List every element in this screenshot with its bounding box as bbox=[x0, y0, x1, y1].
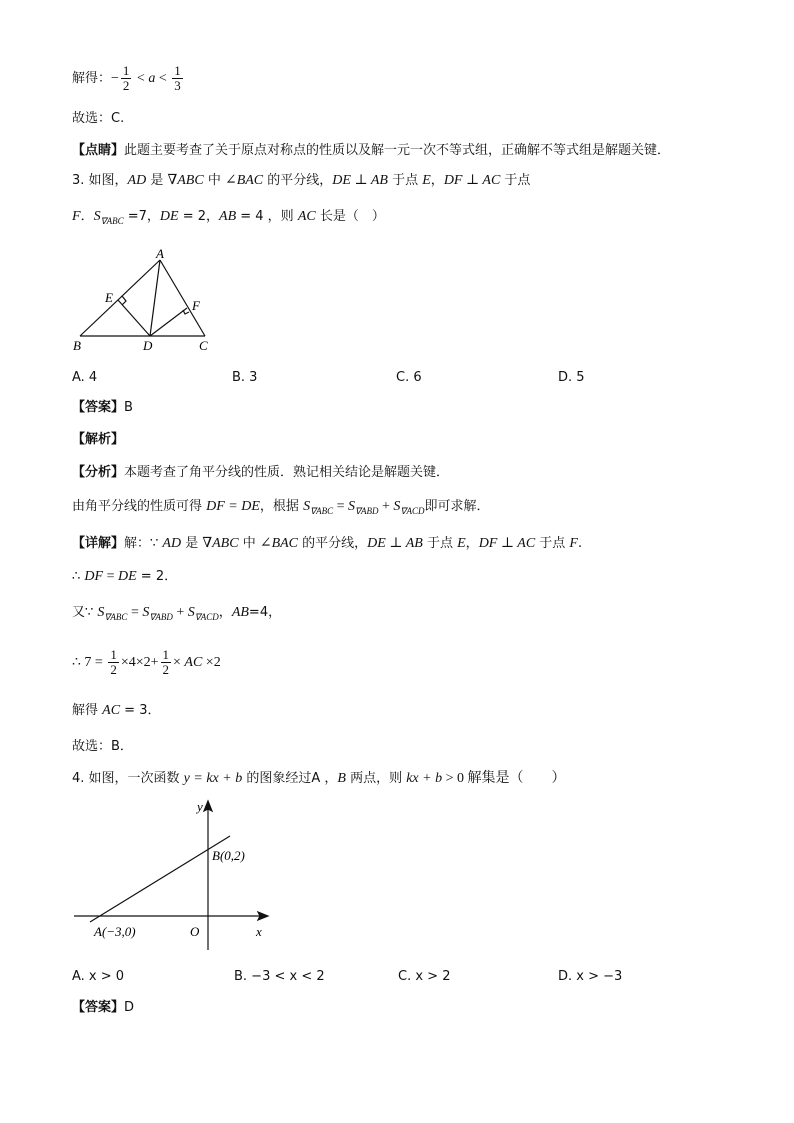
q4-option-a: A. x > 0 bbox=[72, 969, 125, 984]
equals: = bbox=[103, 569, 118, 584]
subscript: ∇ABC bbox=[104, 612, 128, 622]
denominator: 2 bbox=[110, 662, 117, 677]
label-d: D bbox=[143, 338, 153, 353]
q3-analysis-tag: 【解析】 bbox=[72, 432, 125, 447]
text: ×2 bbox=[202, 655, 221, 670]
subscript: ∇ACD bbox=[194, 612, 219, 622]
label-c: C bbox=[199, 338, 208, 353]
subscript: ∇ACD bbox=[400, 506, 425, 516]
q4-option-d: D. x > −3 bbox=[558, 969, 623, 984]
q3-detail-line-3 bbox=[72, 604, 281, 626]
right-angle-mark-e bbox=[122, 296, 126, 305]
math: DF ⊥ AC bbox=[478, 536, 536, 551]
text: =4， bbox=[248, 605, 282, 620]
numerator: 1 bbox=[162, 647, 169, 662]
text: ，根据 bbox=[259, 499, 304, 514]
variable-a: a bbox=[148, 71, 156, 86]
q3-method-line bbox=[72, 498, 489, 520]
label-point-a: A(−3,0) bbox=[94, 924, 136, 939]
less-than: < bbox=[133, 71, 149, 86]
text: 中 bbox=[203, 173, 225, 188]
fenxi-tag: 【分析】 bbox=[72, 465, 125, 480]
choose-c-line: 故选：C. bbox=[72, 111, 125, 126]
q3-detail-line-5 bbox=[72, 702, 160, 720]
fraction-one-third bbox=[172, 64, 183, 93]
solve-prefix: 解得： bbox=[72, 71, 112, 86]
text: ， bbox=[465, 536, 479, 551]
q4-option-b: B. −3 < x < 2 bbox=[234, 969, 325, 984]
text: 于点 bbox=[387, 173, 423, 188]
text: 于点 bbox=[422, 536, 458, 551]
text: 即可求解． bbox=[424, 499, 490, 514]
label-e: E bbox=[105, 290, 113, 305]
y-axis-arrow-icon bbox=[204, 801, 212, 811]
label-b: B bbox=[73, 338, 81, 353]
q3-option-a: A. 4 bbox=[72, 370, 98, 385]
label-point-b: B(0,2) bbox=[212, 848, 245, 863]
text: 长是（ ） bbox=[315, 209, 385, 224]
text: 又∵ bbox=[72, 605, 98, 620]
numerator: 1 bbox=[174, 63, 181, 78]
side-ab bbox=[80, 260, 160, 336]
math: AC bbox=[184, 655, 203, 670]
area-symbol: S bbox=[93, 209, 101, 224]
x-axis-arrow-icon bbox=[258, 912, 268, 920]
denominator: 2 bbox=[122, 78, 130, 93]
plus: + bbox=[172, 605, 188, 620]
detail-tag: 【详解】 bbox=[72, 536, 125, 551]
text: ∴ bbox=[72, 569, 85, 584]
answer-tag: 【答案】 bbox=[72, 400, 125, 415]
text: 解：∵ bbox=[124, 536, 163, 551]
text: ×4×2+ bbox=[120, 655, 159, 670]
text: ， bbox=[430, 173, 444, 188]
math: AC bbox=[102, 703, 121, 718]
text: 于点 bbox=[500, 173, 531, 188]
math: ∇ABC bbox=[202, 536, 239, 551]
label-x: x bbox=[256, 924, 262, 939]
fenxi-text: 本题考查了角平分线的性质．熟记相关结论是解题关键． bbox=[124, 465, 450, 480]
math: ∠BAC bbox=[259, 536, 299, 551]
label-y: y bbox=[197, 799, 203, 814]
text: 解得 bbox=[72, 703, 103, 718]
q4-stem-line bbox=[72, 770, 566, 788]
text: 中 bbox=[238, 536, 260, 551]
math: AB bbox=[231, 605, 249, 620]
text: = 2， bbox=[178, 209, 220, 224]
denominator: 2 bbox=[162, 662, 169, 677]
fraction-one-half bbox=[121, 64, 132, 93]
text: ， bbox=[218, 605, 232, 620]
text: 的图象经过A ， bbox=[242, 771, 338, 786]
subscript: ∇ABD bbox=[355, 506, 379, 516]
label-a: A bbox=[156, 246, 164, 261]
area-symbol: S bbox=[303, 499, 311, 514]
q3-option-d: D. 5 bbox=[558, 370, 585, 385]
answer-value: B bbox=[124, 400, 133, 415]
text: = 2． bbox=[136, 569, 178, 584]
equals: = bbox=[333, 499, 348, 514]
math: AD bbox=[162, 536, 182, 551]
area-symbol: S bbox=[142, 605, 150, 620]
equals: = bbox=[127, 605, 143, 620]
q3-answer-line bbox=[72, 399, 133, 417]
text: 3. 如图， bbox=[72, 173, 128, 188]
text: ∴ 7 = bbox=[72, 655, 107, 670]
answer-tag: 【答案】 bbox=[72, 1000, 125, 1015]
dianjing-tag: 【点睛】 bbox=[72, 143, 125, 158]
text: 的平分线， bbox=[263, 173, 333, 188]
math: DF bbox=[84, 569, 104, 584]
plus: + bbox=[378, 499, 394, 514]
segment-de bbox=[118, 300, 150, 336]
math: B bbox=[337, 771, 346, 786]
solution-line-inequality bbox=[72, 64, 185, 93]
text: 是 bbox=[146, 173, 168, 188]
text: 是 bbox=[181, 536, 203, 551]
fraction-one-half bbox=[108, 648, 119, 677]
math: DE ⊥ AB bbox=[332, 173, 388, 188]
text: = 4 ，则 bbox=[236, 209, 298, 224]
math: y = kx + b bbox=[183, 771, 243, 786]
function-line bbox=[90, 836, 230, 922]
text: 由角平分线的性质可得 bbox=[72, 499, 207, 514]
math: AB bbox=[219, 209, 237, 224]
text: 两点，则 bbox=[345, 771, 407, 786]
math: E bbox=[422, 173, 431, 188]
dianjing-line bbox=[72, 142, 670, 160]
math: DE bbox=[159, 209, 179, 224]
text: = 3． bbox=[120, 703, 161, 718]
math: ∇ABC bbox=[167, 173, 204, 188]
math: DE ⊥ AB bbox=[367, 536, 423, 551]
q3-choose-line: 故选：B． bbox=[72, 739, 133, 754]
coordinate-figure bbox=[70, 795, 280, 955]
q3-detail-line-4 bbox=[72, 648, 221, 677]
q3-detail-line-2 bbox=[72, 568, 177, 586]
text: =7， bbox=[123, 209, 160, 224]
text: > 0 解集是（ ） bbox=[442, 771, 566, 786]
numerator: 1 bbox=[110, 647, 117, 662]
math: kx + b bbox=[406, 771, 443, 786]
math: AD bbox=[127, 173, 147, 188]
math: DF = DE bbox=[206, 499, 260, 514]
less-than: < bbox=[155, 71, 171, 86]
segment-df bbox=[150, 308, 187, 336]
math: F bbox=[72, 209, 81, 224]
q3-option-c: C. 6 bbox=[396, 370, 422, 385]
answer-value: D bbox=[124, 1000, 135, 1015]
minus-sign: − bbox=[111, 71, 119, 86]
math: F bbox=[569, 536, 578, 551]
denominator: 3 bbox=[174, 78, 181, 93]
q3-fenxi-line bbox=[72, 464, 449, 482]
text: . bbox=[577, 536, 583, 551]
q3-stem-line-2 bbox=[72, 208, 385, 230]
math: AC bbox=[297, 209, 316, 224]
fraction-one-half bbox=[161, 648, 172, 677]
numerator: 1 bbox=[122, 63, 130, 78]
triangle-figure bbox=[70, 246, 250, 358]
subscript: ∇ABD bbox=[149, 612, 173, 622]
text: × bbox=[173, 655, 185, 670]
math: ∠BAC bbox=[224, 173, 264, 188]
segment-ad bbox=[150, 260, 160, 336]
q4-option-c: C. x > 2 bbox=[398, 969, 451, 984]
text: ． bbox=[80, 209, 94, 224]
q3-stem-line-1 bbox=[72, 172, 530, 190]
math: DE bbox=[117, 569, 137, 584]
q4-answer-line bbox=[72, 999, 134, 1017]
q3-detail-line-1 bbox=[72, 535, 582, 553]
dianjing-text: 此题主要考查了关于原点对称点的性质以及解一元一次不等式组，正确解不等式组是解题关键． bbox=[124, 143, 671, 158]
area-symbol: S bbox=[97, 605, 105, 620]
text: 于点 bbox=[535, 536, 570, 551]
area-symbol: S bbox=[348, 499, 355, 514]
area-symbol: S bbox=[187, 605, 195, 620]
text: 的平分线， bbox=[298, 536, 368, 551]
right-angle-mark-f bbox=[183, 310, 189, 314]
math: DF ⊥ AC bbox=[443, 173, 501, 188]
label-origin: O bbox=[190, 924, 200, 939]
label-f: F bbox=[192, 298, 200, 313]
area-symbol: S bbox=[393, 499, 401, 514]
subscript: ∇ABC bbox=[310, 506, 334, 516]
subscript: ∇ABC bbox=[100, 216, 124, 226]
text: 4. 如图，一次函数 bbox=[72, 771, 184, 786]
q3-option-b: B. 3 bbox=[232, 370, 258, 385]
math: E bbox=[457, 536, 466, 551]
